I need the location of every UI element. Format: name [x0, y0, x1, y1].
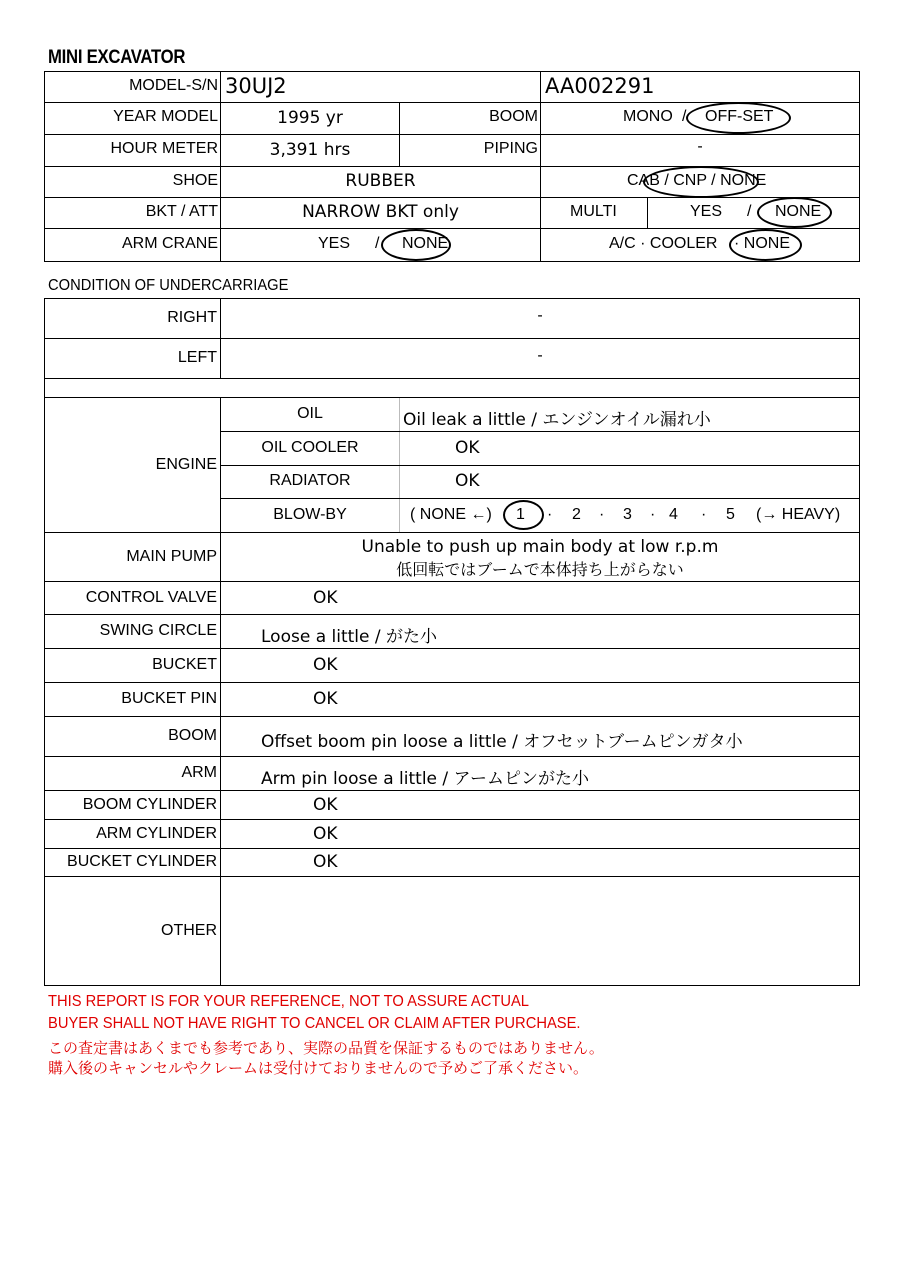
- multi-label: MULTI: [570, 203, 617, 220]
- piping-value: -: [697, 138, 703, 155]
- boom-offset-option: OFF-SET: [705, 108, 774, 125]
- year-value: 1995 yr: [277, 108, 343, 128]
- bucket-cylinder-value: OK: [313, 852, 338, 872]
- bkt-att-label: BKT / ATT: [145, 203, 218, 220]
- arm-cylinder-value: OK: [313, 824, 338, 844]
- blowby-level-5: 5: [726, 506, 735, 523]
- blowby-heavy: (→ HEAVY): [756, 506, 841, 523]
- left-label: LEFT: [177, 349, 217, 366]
- arm-value: Arm pin loose a little / アームピンがた小: [261, 769, 590, 789]
- blowby-dot-3: ·: [650, 506, 656, 523]
- main-pump-value-line2: 低回転ではブームで本体持ち上がらない: [396, 560, 684, 579]
- boom-item-label: BOOM: [168, 727, 217, 744]
- shoe-label: SHOE: [172, 172, 218, 189]
- year-model-label: YEAR MODEL: [113, 108, 218, 125]
- boom-separator: /: [682, 108, 687, 125]
- blowby-level-4: 4: [669, 506, 678, 523]
- main-pump-label: MAIN PUMP: [126, 548, 217, 565]
- hour-meter-label: HOUR METER: [110, 140, 218, 157]
- multi-separator: /: [747, 203, 752, 220]
- bucket-pin-value: OK: [313, 689, 338, 709]
- swing-circle-label: SWING CIRCLE: [99, 622, 217, 639]
- main-pump-value-line1: Unable to push up main body at low r.p.m: [361, 537, 719, 557]
- shoe-value: RUBBER: [345, 171, 416, 191]
- disclaimer-line-3: この査定書はあくまでも参考であり、実際の品質を保証するものではありません。: [48, 1040, 604, 1057]
- model-value: 30UJ2: [225, 74, 287, 98]
- selection-circle-blowby-1: [503, 500, 544, 530]
- boom-mono-option: MONO: [623, 108, 673, 125]
- blowby-level-1: 1: [516, 506, 525, 523]
- blowby-level-3: 3: [623, 506, 632, 523]
- selection-circle-cab: [643, 166, 759, 198]
- arm-label: ARM: [181, 764, 217, 781]
- other-label: OTHER: [161, 922, 217, 939]
- oil-label: OIL: [297, 405, 323, 422]
- right-value: -: [537, 307, 543, 324]
- blowby-dot-1: ·: [547, 506, 553, 523]
- bkt-value: NARROW BKT only: [302, 202, 459, 222]
- radiator-label: RADIATOR: [269, 472, 351, 489]
- swing-circle-value: Loose a little / がた小: [261, 627, 438, 647]
- arm-cylinder-label: ARM CYLINDER: [96, 825, 217, 842]
- bucket-value: OK: [313, 655, 338, 675]
- radiator-value: OK: [455, 471, 480, 491]
- bucket-label: BUCKET: [152, 656, 217, 673]
- piping-label: PIPING: [483, 140, 538, 157]
- right-label: RIGHT: [167, 309, 217, 326]
- blowby-dot-2: ·: [599, 506, 605, 523]
- blowby-label: BLOW-BY: [273, 506, 347, 523]
- blowby-level-2: 2: [572, 506, 581, 523]
- bucket-pin-label: BUCKET PIN: [121, 690, 217, 707]
- hours-value: 3,391 hrs: [269, 140, 351, 160]
- disclaimer-line-4: 購入後のキャンセルやクレームは受付けておりませんので予めご了承ください。: [48, 1060, 589, 1077]
- control-valve-value: OK: [313, 588, 338, 608]
- multi-yes-option: YES: [690, 203, 723, 220]
- bucket-cylinder-label: BUCKET CYLINDER: [67, 853, 217, 870]
- model-sn-label: MODEL-S/N: [129, 77, 218, 94]
- boom-label: BOOM: [489, 108, 538, 125]
- cab-options: CAB / CNP / NONE: [627, 172, 767, 189]
- serial-value: AA002291: [545, 74, 655, 98]
- engine-label: ENGINE: [155, 456, 217, 473]
- disclaimer-line-2: BUYER SHALL NOT HAVE RIGHT TO CANCEL OR CLAIM AFTER PURCHASE.: [48, 1015, 581, 1032]
- selection-circle-arm-crane-none: [381, 229, 451, 261]
- disclaimer-line-1: THIS REPORT IS FOR YOUR REFERENCE, NOT TO ASSURE ACTUAL: [48, 993, 529, 1010]
- arm-crane-yes-option: YES: [318, 235, 351, 252]
- boom-item-value: Offset boom pin loose a little / オフセットブームピンガタ小: [261, 732, 743, 752]
- oil-value: Oil leak a little / エンジンオイル漏れ小: [403, 410, 711, 430]
- blowby-none: ( NONE ←): [410, 506, 492, 523]
- oil-cooler-value: OK: [455, 438, 480, 458]
- arm-crane-separator: /: [375, 235, 380, 252]
- boom-cylinder-label: BOOM CYLINDER: [82, 796, 217, 813]
- selection-circle-multi-none: [757, 197, 832, 228]
- selection-circle-ac-none: [729, 229, 802, 261]
- control-valve-label: CONTROL VALVE: [85, 589, 217, 606]
- boom-cylinder-value: OK: [313, 795, 338, 815]
- document-title: MINI EXCAVATOR: [48, 47, 186, 68]
- selection-circle-offset: [686, 102, 791, 134]
- oil-cooler-label: OIL COOLER: [261, 439, 359, 456]
- left-value: -: [537, 347, 543, 364]
- arm-crane-none-option: NONE: [402, 235, 449, 252]
- ac-none-option: · NONE: [734, 235, 790, 252]
- blowby-dot-4: ·: [701, 506, 707, 523]
- ac-cooler-label: A/C · COOLER: [609, 235, 718, 252]
- undercarriage-section-title: CONDITION OF UNDERCARRIAGE: [48, 277, 289, 294]
- multi-none-option: NONE: [775, 203, 822, 220]
- arm-crane-label: ARM CRANE: [121, 235, 218, 252]
